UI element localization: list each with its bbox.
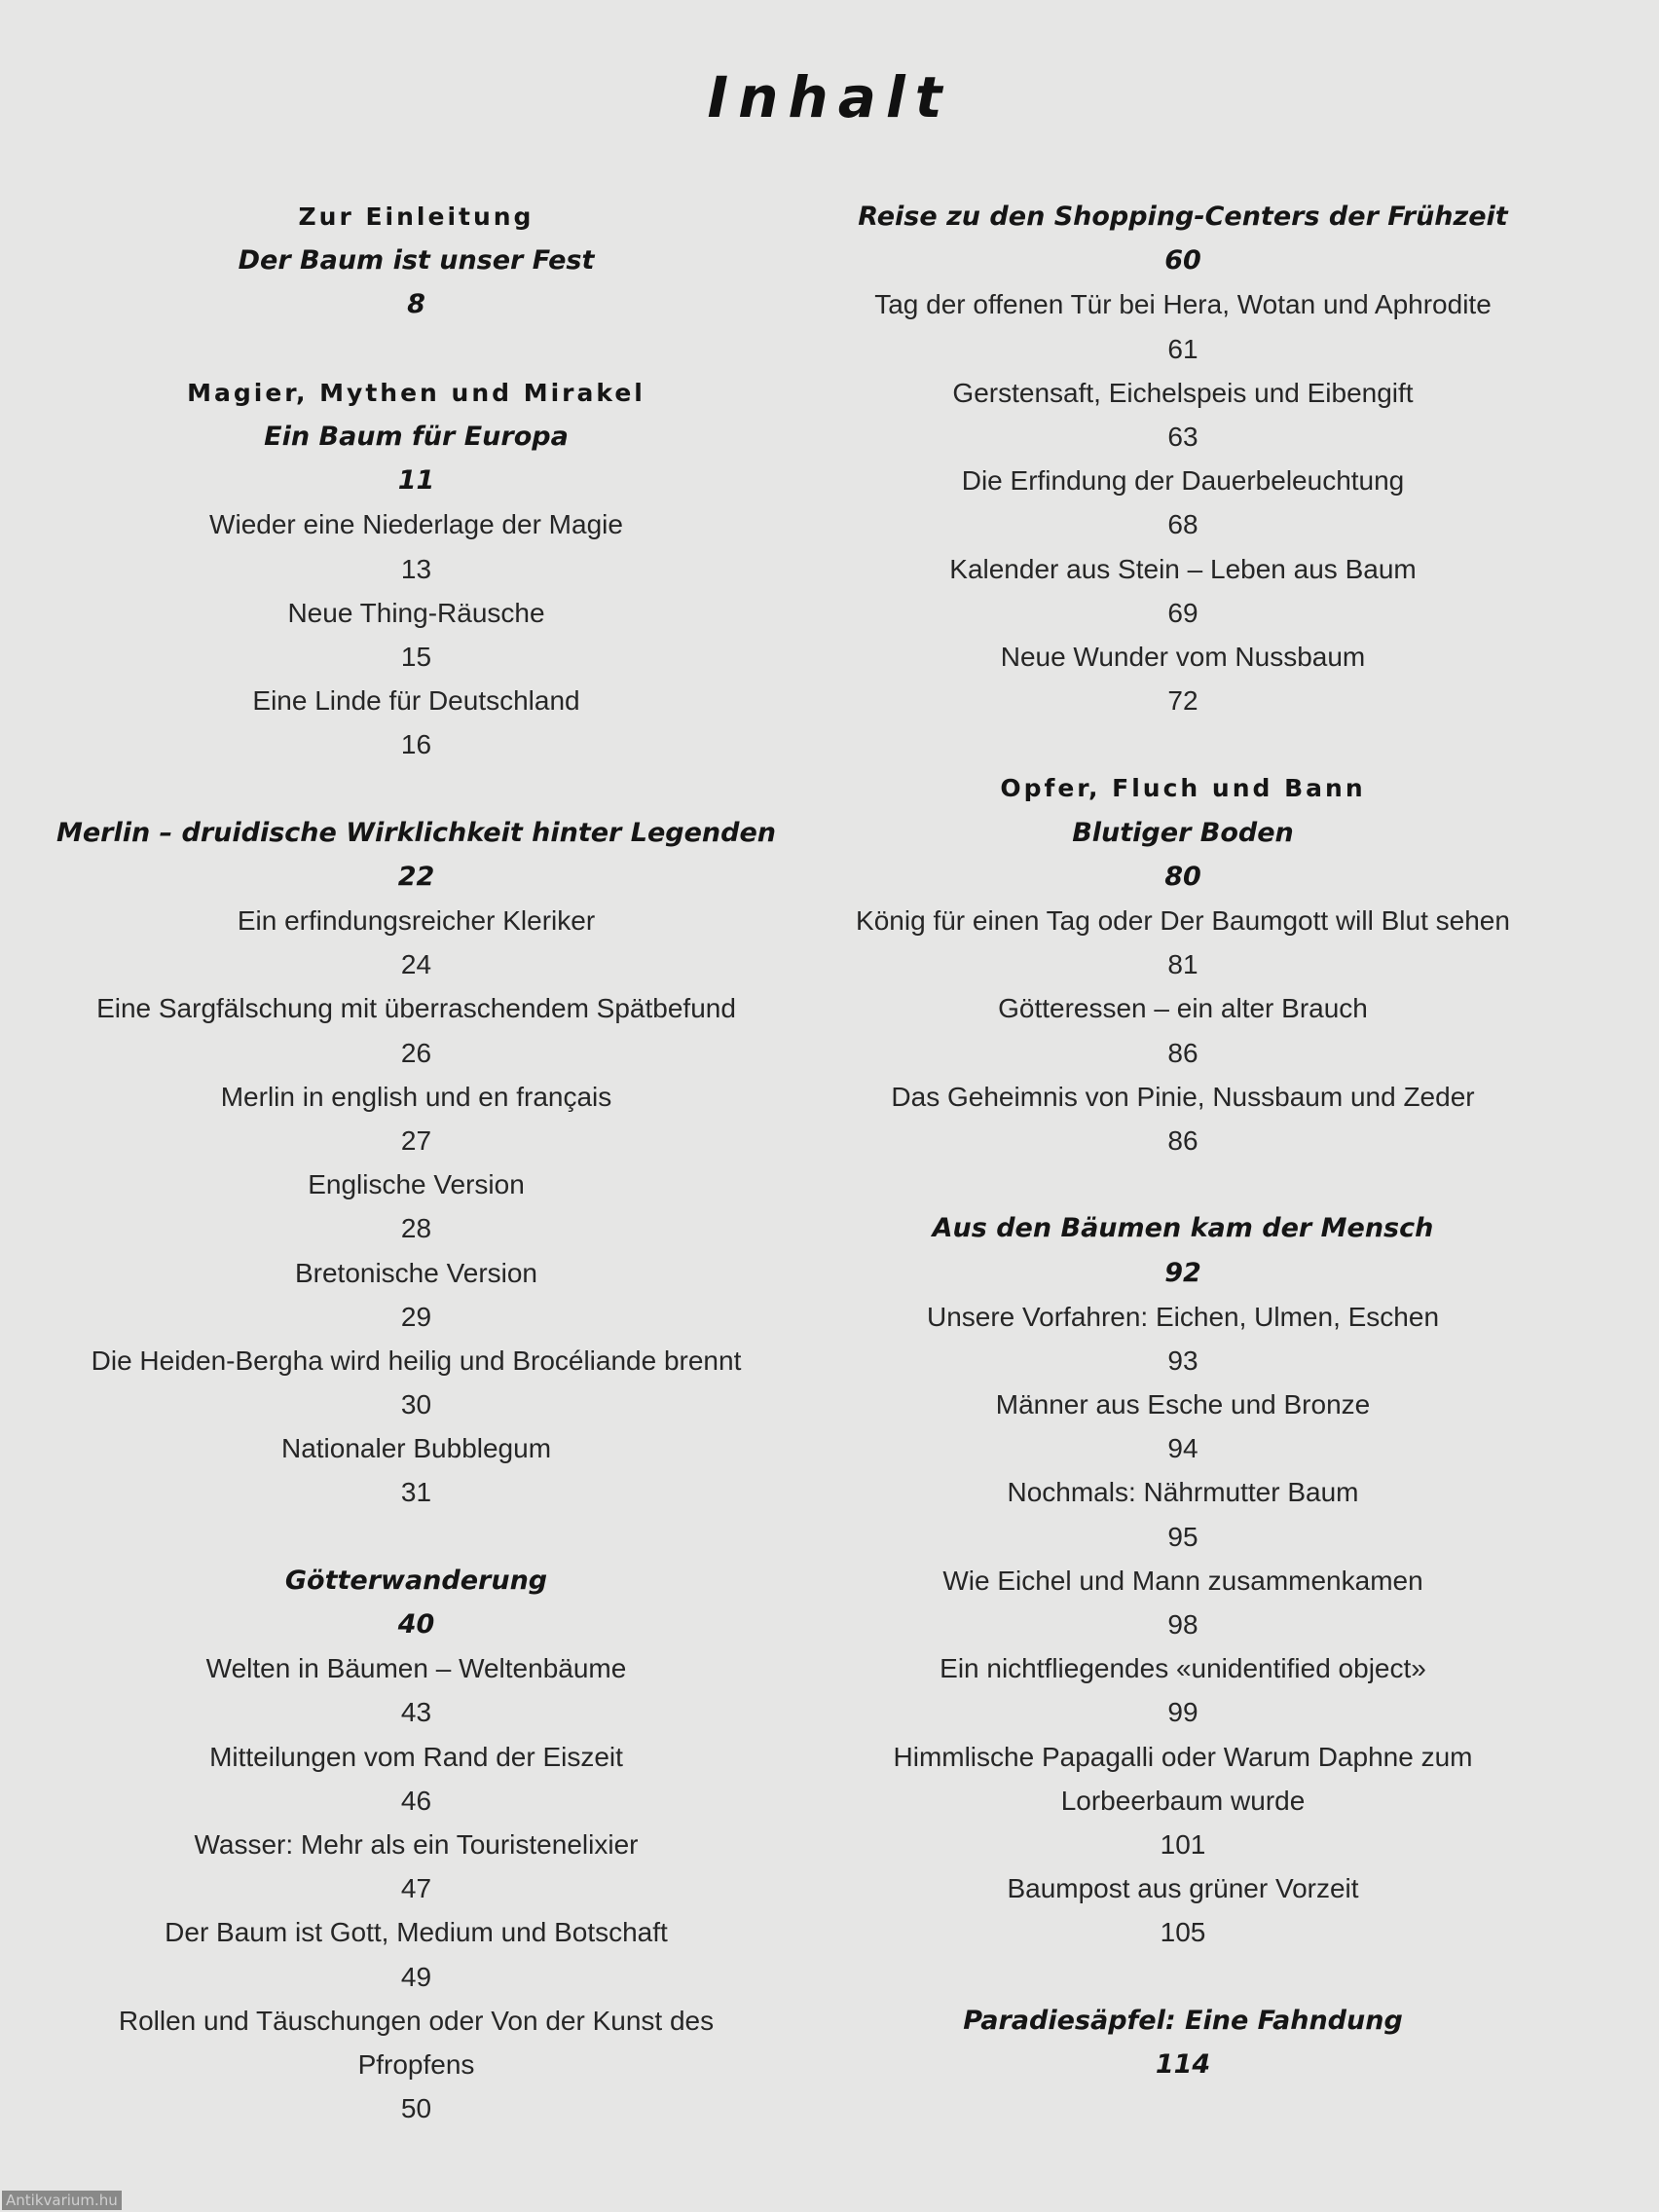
toc-entry-page: 86: [1167, 1037, 1198, 1068]
toc-entry-title: Baumpost aus grüner Vorzeit: [1007, 1873, 1359, 1904]
chapter-heading: Aus den Bäumen kam der Mensch: [932, 1213, 1434, 1244]
toc-entry-title-continued: Lorbeerbaum wurde: [1060, 1785, 1306, 1816]
toc-entry-title: Männer aus Esche und Bronze: [995, 1389, 1371, 1420]
toc-entry-title: Ein nichtfliegendes «unidentified object»: [940, 1653, 1426, 1684]
toc-entry-page: 72: [1167, 685, 1198, 717]
toc-entry-title: Tag der offenen Tür bei Hera, Wotan und Aphrodite: [874, 289, 1492, 320]
toc-entry-title: Eine Linde für Deutschland: [252, 685, 580, 717]
chapter-page-number: 8: [407, 289, 425, 320]
toc-entry-page: 105: [1160, 1917, 1206, 1948]
toc-entry-title-continued: Pfropfens: [357, 2048, 475, 2080]
toc-entry-page: 98: [1167, 1609, 1198, 1640]
toc-entry-title: Nationaler Bubblegum: [280, 1433, 552, 1464]
toc-entry-title: Wieder eine Niederlage der Magie: [209, 509, 623, 540]
toc-entry-page: 47: [400, 1873, 432, 1904]
toc-entry-page: 50: [400, 2093, 432, 2124]
toc-entry-title: Merlin in english und en français: [220, 1081, 612, 1112]
right-column: [847, 195, 1519, 2086]
toc-entry-title: Neue Wunder vom Nussbaum: [1000, 641, 1366, 672]
chapter-page-number: 80: [1164, 861, 1201, 892]
chapter-heading: Götterwanderung: [284, 1565, 548, 1596]
watermark: Antikvarium.hu: [2, 2191, 122, 2210]
toc-entry-page: 81: [1167, 949, 1198, 980]
toc-entry-page: 86: [1167, 1124, 1198, 1156]
toc-entry-title: Welten in Bäumen – Weltenbäume: [205, 1653, 627, 1684]
toc-entry-page: 24: [400, 949, 432, 980]
toc-entry-page: 30: [400, 1389, 432, 1420]
toc-entry-page: 94: [1167, 1433, 1198, 1464]
toc-entry-page: 101: [1160, 1828, 1206, 1860]
toc-entry-page: 43: [400, 1697, 432, 1728]
toc-entry-page: 31: [400, 1477, 432, 1508]
toc-entry-page: 15: [400, 641, 432, 672]
chapter-page-number: 60: [1164, 245, 1201, 276]
chapter-heading: Der Baum ist unser Fest: [238, 245, 595, 276]
toc-entry-title: Götteressen – ein alter Brauch: [998, 993, 1368, 1024]
chapter-heading: Blutiger Boden: [1072, 817, 1294, 848]
section-kicker: Magier, Mythen und Mirakel: [187, 378, 645, 407]
toc-entry-title: Wie Eichel und Mann zusammenkamen: [942, 1565, 1423, 1596]
toc-entry-page: 95: [1167, 1521, 1198, 1552]
toc-entry-title: Der Baum ist Gott, Medium und Botschaft: [165, 1917, 668, 1948]
toc-entry-title: Wasser: Mehr als ein Touristenelixier: [194, 1828, 639, 1860]
toc-entry-title: Englische Version: [308, 1169, 525, 1200]
toc-entry-page: 28: [400, 1213, 432, 1244]
toc-entry-title: Ein erfindungsreicher Kleriker: [237, 905, 596, 936]
toc-entry-page: 29: [400, 1301, 432, 1332]
toc-entry-page: 99: [1167, 1697, 1198, 1728]
toc-entry-page: 27: [400, 1124, 432, 1156]
toc-entry-title: Nochmals: Nährmutter Baum: [1007, 1477, 1359, 1508]
chapter-heading: Merlin – druidische Wirklichkeit hinter Legenden: [55, 817, 777, 848]
toc-entry-title: Unsere Vorfahren: Eichen, Ulmen, Eschen: [926, 1301, 1440, 1332]
chapter-heading: Reise zu den Shopping-Centers der Frühzeit: [858, 202, 1508, 232]
toc-entry-title: Das Geheimnis von Pinie, Nussbaum und Zeder: [891, 1081, 1475, 1112]
toc-entry-title: Die Heiden-Bergha wird heilig und Brocéliande brennt: [91, 1345, 742, 1376]
toc-entry-page: 68: [1167, 509, 1198, 540]
section-kicker: Zur Einleitung: [298, 203, 535, 231]
toc-entry-title: Neue Thing-Räusche: [287, 597, 545, 628]
toc-entry-page: 63: [1167, 421, 1198, 452]
chapter-page-number: 22: [397, 861, 435, 892]
toc-entry-page: 46: [400, 1785, 432, 1816]
chapter-page-number: 40: [397, 1609, 435, 1640]
page-title: Inhalt: [707, 64, 952, 130]
chapter-page-number: 11: [397, 465, 435, 497]
toc-entry-title: Bretonische Version: [294, 1257, 538, 1288]
chapter-heading: Paradiesäpfel: Eine Fahndung: [963, 2005, 1403, 2036]
toc-entry-page: 93: [1167, 1345, 1198, 1376]
toc-entry-title: Himmlische Papagalli oder Warum Daphne zum: [893, 1741, 1473, 1772]
toc-entry-page: 13: [400, 553, 432, 584]
toc-entry-page: 61: [1167, 333, 1198, 364]
toc-entry-page: 16: [400, 729, 432, 760]
toc-entry-title: Die Erfindung der Dauerbeleuchtung: [961, 465, 1405, 497]
toc-entry-title: König für einen Tag oder Der Baumgott will Blut sehen: [856, 905, 1510, 936]
section-kicker: Opfer, Fluch und Bann: [1000, 774, 1366, 803]
toc-entry-title: Rollen und Täuschungen oder Von der Kunst des: [118, 2005, 715, 2036]
toc-entry-title: Eine Sargfälschung mit überraschendem Spätbefund: [96, 993, 736, 1024]
left-column: [54, 195, 779, 2130]
toc-entry-title: Gerstensaft, Eichelspeis und Eibengift: [952, 377, 1414, 408]
chapter-page-number: 114: [1155, 2048, 1211, 2080]
toc-entry-page: 49: [400, 1961, 432, 1992]
toc-entry-page: 26: [400, 1037, 432, 1068]
chapter-heading: Ein Baum für Europa: [264, 421, 569, 452]
chapter-page-number: 92: [1164, 1257, 1201, 1288]
toc-entry-title: Kalender aus Stein – Leben aus Baum: [949, 553, 1417, 584]
toc-entry-title: Mitteilungen vom Rand der Eiszeit: [209, 1741, 623, 1772]
toc-entry-page: 69: [1167, 597, 1198, 628]
